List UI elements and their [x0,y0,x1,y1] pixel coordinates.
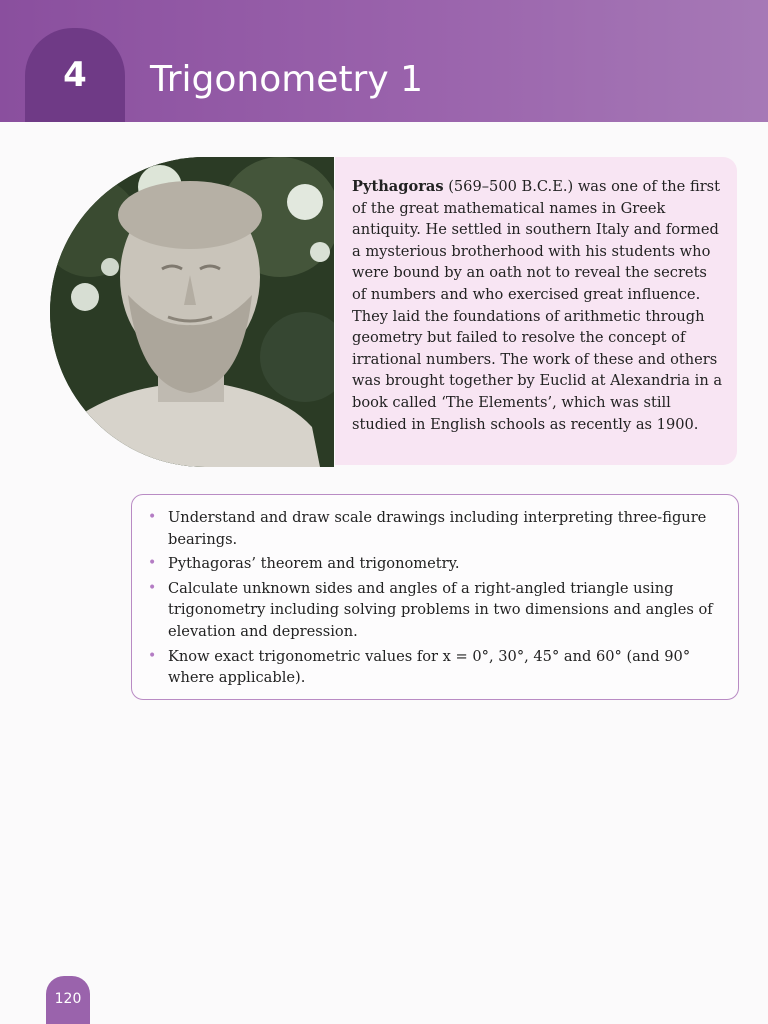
objective-item: • Understand and draw scale drawings including interpreting three-figure bearings. [148,509,707,548]
objective-item: • Know exact trigonometric values for x = 0°, 30°, 45° and 60° (and 90° where applicable). [148,647,691,687]
bullet-icon: • [148,647,157,664]
bullet-icon: • [148,509,157,525]
biography-name: Pythagoras [352,178,444,195]
objective-item: • Calculate unknown sides and angles of a right-angled triangle using trigonometry including solving problems in two dimensions and angles of elevation and depression. [148,579,713,640]
bullet-icon: • [148,555,157,572]
pythagoras-bust-photo [50,157,334,467]
chapter-title: Trigonometry 1 [150,59,424,100]
objectives-list [146,507,722,689]
page-number: 120 [46,976,90,1024]
biography-text [352,176,723,435]
chapter-number: 4 [63,55,87,95]
biography-box [335,157,737,465]
biography-body: (569–500 B.C.E.) was one of the first of the great mathematical names in Greek antiquity. He settled in southern Italy and formed a mysterious brotherhood with his students who were bound by an oath not to reveal the secrets of numbers and who exercised great influence. They laid the foundations of arithmetic through geometry but failed to resolve the concept of irrational numbers. The work of these and others was brought together by Euclid at Alexandria in a book called ‘The Elements’, which was still studied in English schools as recently as 1900. [352,178,723,433]
objective-item: • Pythagoras’ theorem and trigonometry. [146,553,722,575]
learning-objectives-box [131,494,739,700]
bullet-icon: • [148,579,157,596]
